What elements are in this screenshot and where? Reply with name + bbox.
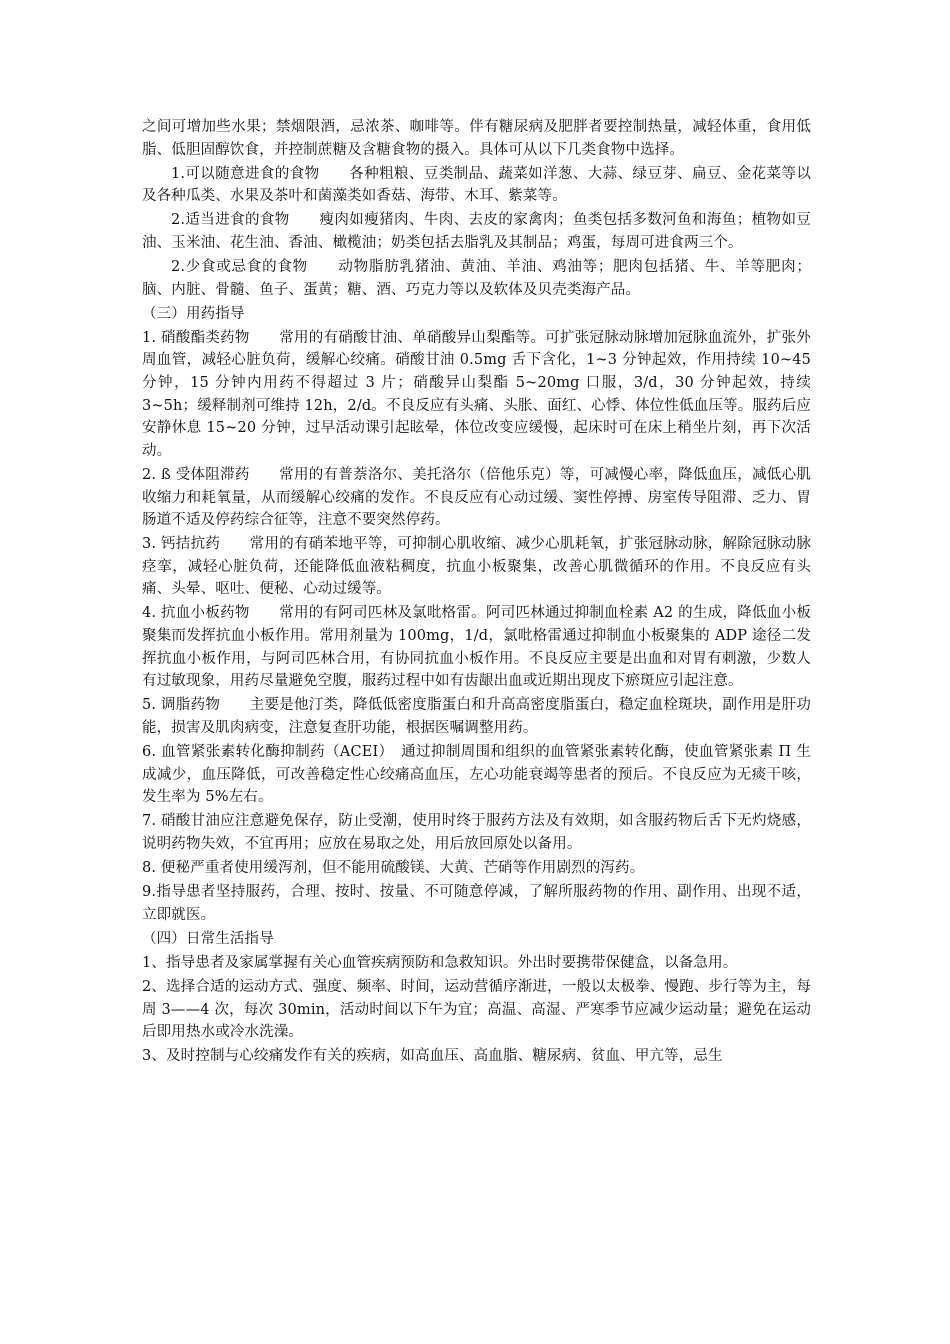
paragraph-adherence: 9.指导患者坚持服药，合理、按时、按量、不可随意停减，了解所服药物的作用、副作用、出现不适，立即就医。 [142,884,811,923]
paragraph-laxatives: 8. 便秘严重者使用缓泻剂，但不能用硫酸镁、大黄、芒硝等作用剧烈的泻药。 [142,860,645,876]
paragraph-food-moderate: 2.适当进食的食物 瘦肉如瘦猪肉、牛肉、去皮的家禽肉；鱼类包括多数河鱼和海鱼；植物如豆油、玉米油、花生油、香油、橄榄油；奶类包括去脂乳及其制品；鸡蛋，每周可进食两三个。 [142,212,811,251]
paragraph-lipid-lowering: 5. 调脂药物 主要是他汀类，降低低密度脂蛋白和升高高密度脂蛋白，稳定血栓斑块，副作用是肝功能，损害及肌肉病变，注意复查肝功能，根据医嘱调整用药。 [142,697,811,736]
paragraph-emergency-knowledge: 1、指导患者及家属掌握有关心血管疾病预防和急救知识。外出时要携带保健盒，以备急用。 [142,954,738,971]
paragraph-food-avoid: 2.少食或忌食的食物 动物脂肪乳猪油、黄油、羊油、鸡油等；肥肉包括猪、牛、羊等肥肉；脑、内脏、骨髓、鱼子、蛋黄；糖、酒、巧克力等以及软体及贝壳类海产品。 [142,259,811,298]
paragraph-nitroglycerin-storage: 7. 硝酸甘油应注意避免保存，防止受潮，使用时终于服药方法及有效期，如含服药物后舌下无灼烧感，说明药物失效，不宜再用；应放在易取之处，用后放回原处以备用。 [142,813,811,852]
paragraph-acei: 6. 血管紧张素转化酶抑制药（ACEI） 通过抑制周围和组织的血管紧张素转化酶，使血管紧张素 Π 生成减少，血压降低，可改善稳定性心绞痛高血压，左心功能衰竭等患者的预后。不良反应为无痰干咳，发生率为 5%左右。 [142,744,811,806]
paragraph-related-diseases: 3、及时控制与心绞痛发作有关的疾病，如高血压、高血脂、糖尿病、贫血、甲亢等，忌生 [142,1048,723,1065]
paragraph-exercise: 2、选择合适的运动方式、强度、频率、时间，运动营循序渐进，一般以太极拳、慢跑、步行等为主，每周 3——4 次，每次 30min，活动时间以下午为宜；高温、高湿、严寒季节应减少运动量；避免在运动后即用热水或冷水洗澡。 [142,978,811,1041]
paragraph-nitrates: 1. 硝酸酯类药物 常用的有硝酸甘油、单硝酸异山梨酯等。可扩张冠脉动脉增加冠脉血流外，扩张外周血管，减轻心脏负荷，缓解心绞痛。硝酸甘油 0.5mg 舌下含化，1~3 分钟起效，作用持续 10~45 分钟，15 分钟内用药不得超过 3 片；硝酸异山梨酯 5~20mg 口服，3/d，30 分钟起效，持续 3~5h；缓释制剂可维持 12h，2/d。不良反应有头痛、头胀、面红、心悸、体位性低血压等。服药后应安静休息 15~20 分钟，过早活动课引起眩晕，体位改变应缓慢，起床时可在床上稍坐片刻，再下次活动。 [142,329,811,459]
document-body [142,116,811,1069]
paragraph-food-free: 1.可以随意进食的食物 各种粗粮、豆类制品、蔬菜如洋葱、大蒜、绿豆芽、扁豆、金花菜等以及各种瓜类、水果及茶叶和菌藻类如香菇、海带、木耳、紫菜等。 [142,165,811,205]
paragraph-diet-intro: 之间可增加些水果；禁烟限酒，忌浓茶、咖啡等。伴有糖尿病及肥胖者要控制热量，减轻体重，食用低脂、低胆固醇饮食，并控制蔗糖及含糖食物的摄入。具体可从以下几类食物中选择。 [142,119,811,158]
paragraph-beta-blockers: 2. ß 受体阻滞药 常用的有普萘洛尔、美托洛尔（倍他乐克）等，可减慢心率，降低血压，减低心肌收缩力和耗氧量，从而缓解心绞痛的发作。不良反应有心动过缓、窦性停搏、房室传导阻滞、乏力、胃肠道不适及停药综合征等，注意不要突然停药。 [142,466,811,529]
section-heading-medication: （三）用药指导 [142,305,245,322]
paragraph-antiplatelet: 4. 抗血小板药物 常用的有阿司匹林及氯吡格雷。阿司匹林通过抑制血栓素 A2 的生成，降低血小板聚集而发挥抗血小板作用。常用剂量为 100mg，1/d，氯吡格雷通过抑制血小板聚集的 ADP 途径二发挥抗血小板作用，与阿司匹林合用，有协同抗血小板作用。不良反应主要是出血和对胃有刺激，少数人有过敏现象，用药尽量避免空腹，服药过程中如有齿龈出血或近期出现皮下瘀斑应引起注意。 [142,605,811,690]
paragraph-calcium-antagonists: 3. 钙拮抗药 常用的有硝苯地平等，可抑制心肌收缩、减少心肌耗氧，扩张冠脉动脉，解除冠脉动脉痉挛，减轻心脏负荷，还能降低血液粘稠度，抗血小板聚集，改善心肌微循环的作用。不良反应有头痛、头晕、呕吐、便秘、心动过缓等。 [142,536,811,598]
section-heading-daily-life: （四）日常生活指导 [142,930,274,947]
